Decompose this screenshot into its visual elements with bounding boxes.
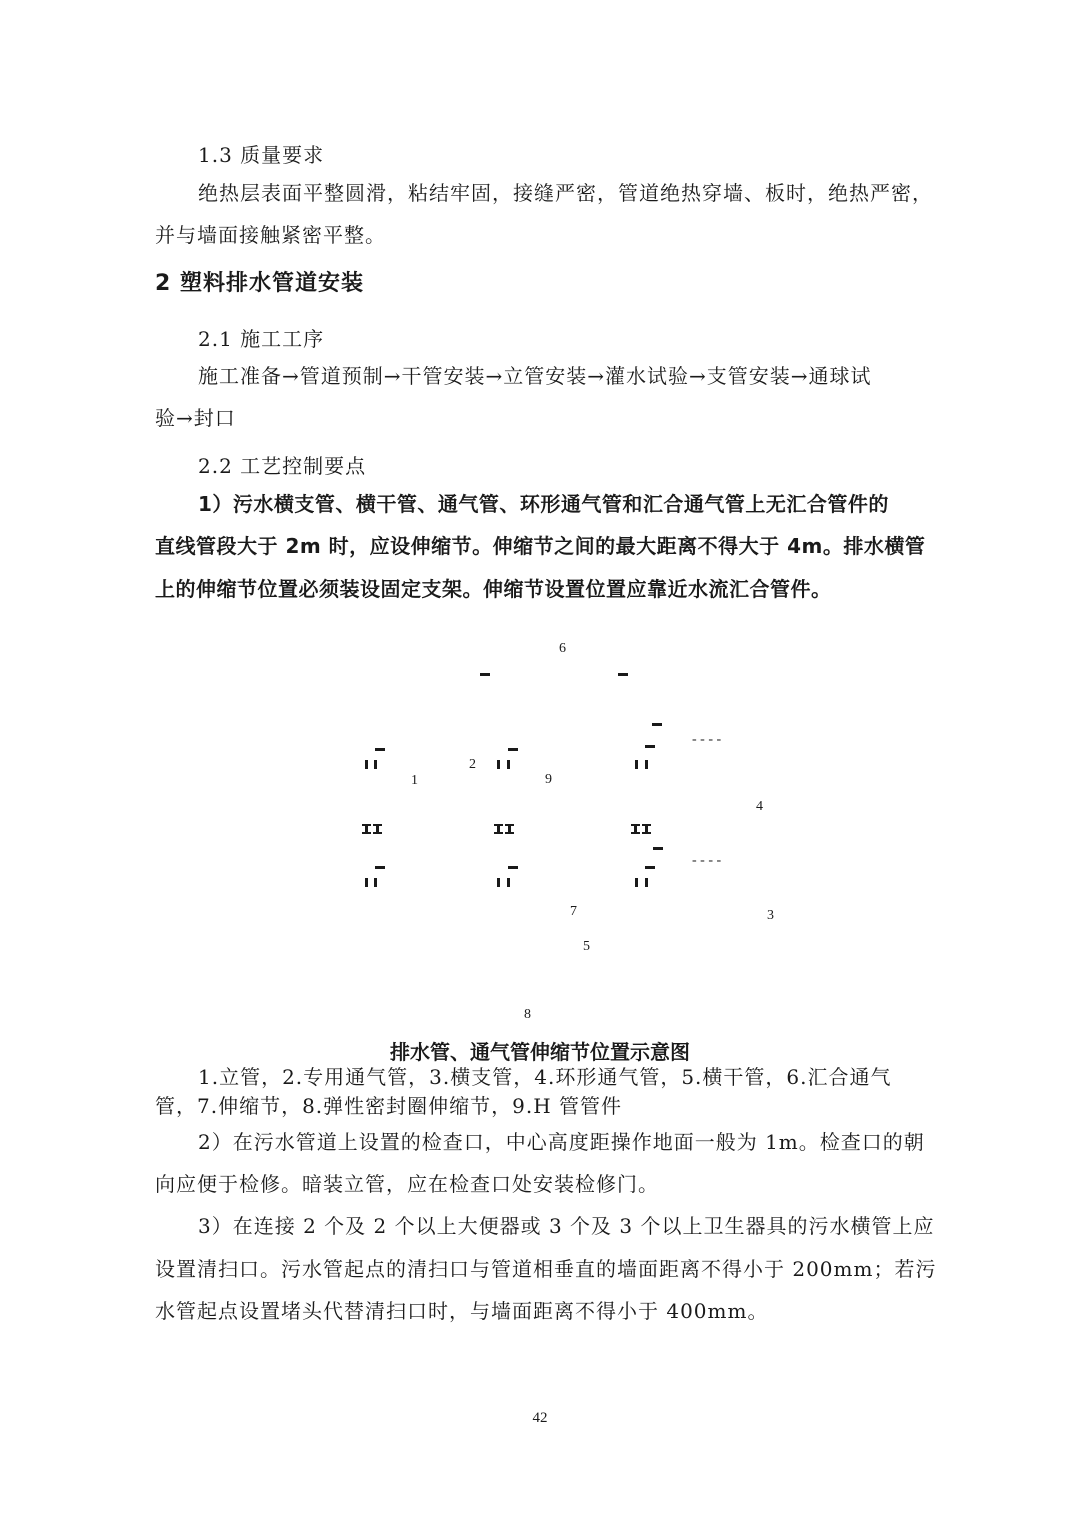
pipe-mark (652, 723, 662, 726)
pipe-mark (618, 673, 628, 676)
paragraph-line: 验→封口 (155, 406, 236, 430)
joint-mark (642, 824, 651, 826)
paragraph-line: 2）在污水管道上设置的检查口，中心高度距操作地面一般为 1m。检查口的朝 (198, 1130, 925, 1154)
joint-mark (494, 832, 503, 834)
figure-label-4: 4 (756, 799, 763, 814)
bold-paragraph-line: 1）污水横支管、横干管、通气管、环形通气管和汇合通气管上无汇合管件的 (198, 492, 889, 516)
joint-mark (497, 826, 500, 832)
pipe-mark (653, 847, 663, 850)
pipe-mark (374, 760, 377, 769)
joint-mark (634, 826, 637, 832)
pipe-mark (365, 760, 368, 769)
pipe-mark (635, 878, 638, 887)
pipe-mark (507, 760, 510, 769)
pipe-mark (375, 748, 385, 751)
section-2-heading: 2 塑料排水管道安装 (155, 271, 364, 296)
expansion-joint-diagram (0, 620, 1080, 1030)
pipe-mark (374, 878, 377, 887)
section-1-3-title: 1.3 质量要求 (198, 143, 325, 167)
pipe-mark (507, 878, 510, 887)
joint-mark (365, 826, 368, 832)
joint-mark (631, 832, 640, 834)
joint-mark (362, 824, 371, 826)
pipe-mark (645, 760, 648, 769)
joint-mark (645, 826, 648, 832)
figure-label-3: 3 (767, 908, 774, 923)
figure-label-6: 6 (559, 641, 566, 656)
pipe-mark (497, 878, 500, 887)
pipe-mark (497, 760, 500, 769)
joint-mark (505, 824, 514, 826)
section-2-2-title: 2.2 工艺控制要点 (198, 454, 367, 478)
pipe-mark (635, 760, 638, 769)
dashed-line-lower: - - - - (692, 853, 722, 868)
figure-label-1: 1 (411, 773, 418, 788)
dashed-line-upper: - - - - (692, 732, 722, 747)
pipe-mark (645, 866, 655, 869)
paragraph-line: 绝热层表面平整圆滑，粘结牢固，接缝严密，管道绝热穿墙、板时，绝热严密， (198, 181, 933, 205)
figure-legend-line: 管，7.伸缩节，8.弹性密封圈伸缩节，9.H 管管件 (155, 1094, 623, 1118)
page-number: 42 (532, 1410, 548, 1426)
figure-label-9: 9 (545, 772, 552, 787)
paragraph-line: 3）在连接 2 个及 2 个以上大便器或 3 个及 3 个以上卫生器具的污水横管上应 (198, 1214, 935, 1238)
joint-mark (373, 824, 382, 826)
figure-label-2: 2 (469, 757, 476, 772)
pipe-mark (645, 878, 648, 887)
figure-legend-line: 1.立管，2.专用通气管，3.横支管，4.环形通气管，5.横干管，6.汇合通气 (198, 1065, 892, 1089)
figure-label-8: 8 (524, 1007, 531, 1022)
bold-paragraph-line: 上的伸缩节位置必须装设固定支架。伸缩节设置位置应靠近水流汇合管件。 (155, 577, 832, 601)
joint-mark (631, 824, 640, 826)
pipe-mark (645, 745, 655, 748)
paragraph-line: 并与墙面接触紧密平整。 (155, 223, 386, 247)
paragraph-line: 向应便于检修。暗装立管，应在检查口处安装检修门。 (155, 1172, 659, 1196)
pipe-mark (375, 866, 385, 869)
joint-mark (505, 832, 514, 834)
figure-caption: 排水管、通气管伸缩节位置示意图 (390, 1040, 690, 1064)
figure-label-7: 7 (570, 904, 577, 919)
pipe-mark (365, 878, 368, 887)
pipe-mark (508, 866, 518, 869)
diagram-marks (362, 673, 663, 887)
paragraph-line: 施工准备→管道预制→干管安装→立管安装→灌水试验→支管安装→通球试 (198, 364, 872, 388)
joint-mark (642, 832, 651, 834)
joint-mark (362, 832, 371, 834)
joint-mark (494, 824, 503, 826)
section-2-1-title: 2.1 施工工序 (198, 327, 325, 351)
bold-paragraph-line: 直线管段大于 2m 时，应设伸缩节。伸缩节之间的最大距离不得大于 4m。排水横管 (155, 534, 926, 558)
paragraph-line: 水管起点设置堵头代替清扫口时，与墙面距离不得小于 400mm。 (155, 1299, 769, 1323)
paragraph-line: 设置清扫口。污水管起点的清扫口与管道相垂直的墙面距离不得小于 200mm；若污 (155, 1257, 937, 1281)
joint-mark (508, 826, 511, 832)
joint-mark (376, 826, 379, 832)
joint-mark (373, 832, 382, 834)
figure-label-5: 5 (583, 939, 590, 954)
pipe-mark (480, 673, 490, 676)
pipe-mark (508, 748, 518, 751)
